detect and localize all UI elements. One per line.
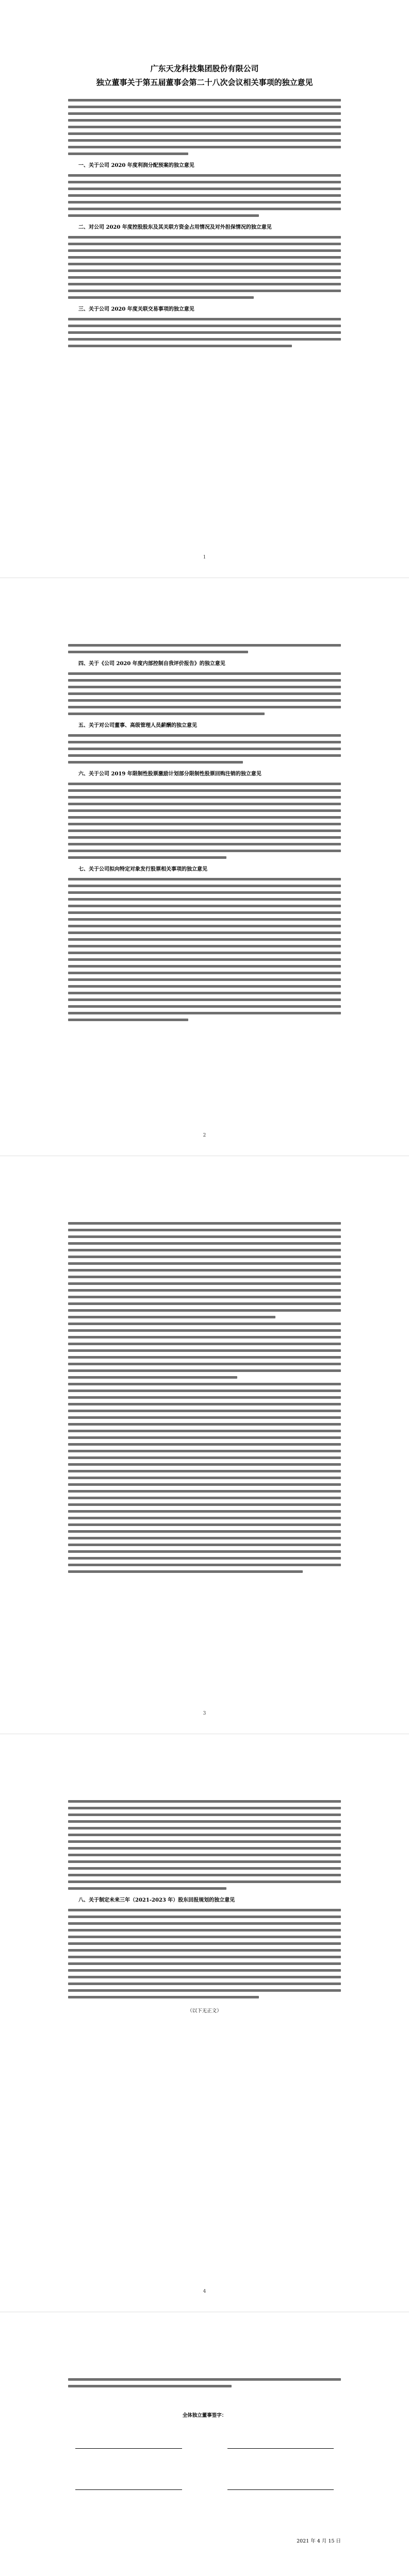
- text-line: [68, 1860, 341, 1863]
- text-line: [68, 1356, 341, 1359]
- section-heading: 八、关于制定未来三年（2021-2023 年）股东回报规划的独立意见: [78, 1897, 235, 1903]
- document-title: 独立董事关于第五届董事会第二十八次会议相关事项的独立意见: [96, 78, 313, 87]
- signature-grid: [68, 2439, 341, 2494]
- text-line: [68, 1814, 341, 1816]
- text-line: [68, 1443, 341, 1446]
- section: [68, 223, 341, 299]
- page: [0, 0, 409, 578]
- text-line: [68, 945, 341, 947]
- text-line: [68, 686, 341, 688]
- text-line: [68, 208, 341, 210]
- text-line: [68, 126, 341, 128]
- text-line: [68, 918, 341, 921]
- text-line: [68, 1276, 341, 1278]
- paragraph: [68, 1383, 341, 1573]
- text-line: [68, 1423, 341, 1426]
- text-line: [68, 1880, 341, 1883]
- text-line: [68, 925, 341, 927]
- paragraph: [68, 1909, 341, 1998]
- text-line: [68, 1570, 303, 1573]
- section-heading: 三、关于公司 2020 年度关联交易事项的独立意见: [78, 307, 194, 312]
- text-line: [68, 789, 341, 792]
- signature-line: [227, 2480, 334, 2490]
- text-line: [68, 754, 341, 757]
- page-content: [68, 2374, 341, 2544]
- text-line: [68, 1410, 341, 1412]
- text-line: [68, 1012, 341, 1014]
- text-line: [68, 911, 341, 914]
- text-line: [68, 1369, 341, 1372]
- text-line: [68, 1834, 341, 1836]
- text-line: [68, 816, 341, 819]
- text-line: [68, 1256, 341, 1258]
- text-line: [68, 1523, 341, 1526]
- text-line: [68, 1396, 341, 1399]
- text-line: [68, 1956, 341, 1958]
- text-line: [68, 1463, 341, 1466]
- title-block: [68, 62, 341, 90]
- text-line: [68, 1564, 341, 1566]
- text-line: [68, 1483, 341, 1486]
- page-number: 4: [203, 2289, 206, 2294]
- text-line: [68, 1847, 341, 1850]
- text-line: [68, 1510, 341, 1513]
- text-line: [68, 1269, 341, 1272]
- section: [68, 659, 341, 715]
- text-line: [68, 1854, 341, 1856]
- page-content: [68, 1796, 341, 2014]
- text-line: [68, 965, 341, 968]
- text-line: [68, 679, 341, 682]
- end-of-text-note: （以下无正文）: [187, 2008, 222, 2014]
- text-line: [68, 132, 341, 135]
- text-line: [68, 1416, 341, 1419]
- text-line: [68, 1289, 341, 1292]
- page-number: 3: [203, 1711, 206, 1716]
- text-line: [68, 269, 341, 272]
- text-line: [68, 1827, 341, 1829]
- page: [0, 1156, 409, 1734]
- section-heading: 四、关于《公司 2020 年度内部控制自我评价报告》的独立意见: [78, 661, 225, 667]
- section: [68, 644, 341, 653]
- signature-cell: [68, 2480, 189, 2494]
- section: [68, 865, 341, 1021]
- text-line: [68, 672, 341, 675]
- text-line: [68, 1242, 341, 1245]
- text-line: [68, 249, 341, 252]
- text-line: [68, 1550, 341, 1553]
- text-line: [68, 1497, 341, 1499]
- section: [68, 305, 341, 347]
- text-line: [68, 1323, 341, 1325]
- text-line: [68, 1942, 341, 1945]
- paragraph: [68, 236, 341, 299]
- text-line: [68, 1969, 341, 1972]
- text-line: [68, 112, 341, 115]
- text-line: [68, 263, 341, 265]
- text-line: [68, 194, 341, 197]
- text-line: [68, 748, 341, 750]
- text-line: [68, 644, 341, 647]
- page-number: 1: [203, 555, 206, 560]
- text-line: [68, 998, 341, 1001]
- text-line: [68, 1005, 341, 1008]
- section-heading: 二、对公司 2020 年度控股股东及其关联方资金占用情况及对外担保情况的独立意见: [78, 225, 272, 230]
- text-line: [68, 1262, 341, 1265]
- text-line: [68, 1302, 341, 1305]
- text-line: [68, 345, 292, 347]
- text-line: [68, 1820, 341, 1823]
- text-line: [68, 829, 341, 832]
- company-name: 广东天龙科技集团股份有限公司: [150, 64, 259, 73]
- paragraph: [68, 174, 341, 217]
- text-line: [68, 1436, 341, 1439]
- paragraph: [68, 1323, 341, 1379]
- text-line: [68, 651, 248, 653]
- text-line: [68, 836, 341, 839]
- text-line: [68, 1282, 341, 1285]
- text-line: [68, 985, 341, 988]
- signature-cell: [220, 2480, 341, 2494]
- text-line: [68, 803, 341, 805]
- text-line: [68, 1936, 341, 1938]
- text-line: [68, 905, 341, 907]
- text-line: [68, 1557, 341, 1560]
- text-line: [68, 243, 341, 245]
- text-line: [68, 1840, 341, 1843]
- text-line: [68, 214, 259, 217]
- text-line: [68, 1383, 341, 1385]
- section-heading: 一、关于公司 2020 年度利润分配预案的独立意见: [78, 163, 194, 168]
- text-line: [68, 119, 341, 122]
- paragraph: [68, 1222, 341, 1318]
- text-line: [68, 1329, 341, 1332]
- paragraph: [68, 318, 341, 347]
- text-line: [68, 1363, 341, 1365]
- text-line: [68, 1807, 341, 1809]
- text-line: [68, 885, 341, 887]
- signature-cell: [220, 2439, 341, 2452]
- text-line: [68, 181, 341, 183]
- text-line: [68, 1989, 341, 1992]
- paragraph: [68, 644, 341, 653]
- section-heading: 七、关于公司拟向特定对象发行股票相关事项的独立意见: [78, 867, 207, 872]
- text-line: [68, 318, 341, 320]
- text-line: [68, 706, 341, 708]
- text-line: [68, 978, 341, 981]
- signature-cell: [68, 2439, 189, 2452]
- text-line: [68, 931, 341, 934]
- text-line: [68, 2378, 341, 2381]
- text-line: [68, 713, 265, 715]
- text-line: [68, 898, 341, 901]
- section: [68, 1800, 341, 1890]
- text-line: [68, 1544, 341, 1546]
- signature-line: [75, 2480, 182, 2490]
- text-line: [68, 1376, 237, 1379]
- text-line: [68, 152, 188, 155]
- text-line: [68, 823, 341, 825]
- text-line: [68, 325, 341, 327]
- text-line: [68, 1949, 341, 1952]
- text-line: [68, 1962, 341, 1965]
- text-line: [68, 283, 341, 285]
- page-content: [68, 640, 341, 1025]
- page-content: [68, 62, 341, 351]
- text-line: [68, 1503, 341, 1506]
- text-line: [68, 296, 254, 299]
- text-line: [68, 741, 341, 743]
- signature-date: 2021 年 4 月 15 日: [297, 2538, 341, 2544]
- text-line: [68, 692, 341, 695]
- text-line: [68, 699, 341, 702]
- paragraph: [68, 878, 341, 1021]
- section: [68, 161, 341, 217]
- text-line: [68, 290, 341, 292]
- text-line: [68, 1800, 341, 1803]
- text-line: [68, 1867, 341, 1870]
- text-line: [68, 338, 341, 341]
- section: [68, 1896, 341, 1998]
- page-number: 2: [203, 1133, 206, 1138]
- page-content: [68, 1218, 341, 1577]
- text-line: [68, 1909, 341, 1911]
- text-line: [68, 1403, 341, 1405]
- text-line: [68, 796, 341, 799]
- text-line: [68, 1019, 188, 1021]
- page: [0, 1734, 409, 2312]
- text-line: [68, 952, 341, 954]
- paragraph: [68, 99, 341, 155]
- text-line: [68, 276, 341, 279]
- section-heading: 五、关于对公司董事、高级管理人员薪酬的独立意见: [78, 723, 197, 728]
- text-line: [68, 809, 341, 812]
- text-line: [68, 1996, 259, 1998]
- signature-caption: 全体独立董事签字：: [182, 2413, 227, 2418]
- text-line: [68, 891, 341, 894]
- text-line: [68, 1470, 341, 1472]
- text-line: [68, 1929, 341, 1931]
- text-line: [68, 972, 341, 974]
- text-line: [68, 843, 341, 845]
- text-line: [68, 1222, 341, 1225]
- signature-line: [227, 2439, 334, 2449]
- text-line: [68, 139, 341, 142]
- text-line: [68, 938, 341, 941]
- signature-line: [75, 2439, 182, 2449]
- text-line: [68, 1874, 341, 1876]
- text-line: [68, 734, 341, 737]
- page: [0, 578, 409, 1156]
- text-line: [68, 856, 226, 859]
- section: [68, 770, 341, 859]
- text-line: [68, 992, 341, 994]
- text-line: [68, 761, 243, 764]
- text-line: [68, 256, 341, 259]
- text-line: [68, 1389, 341, 1392]
- text-line: [68, 1477, 341, 1479]
- text-line: [68, 1537, 341, 1539]
- text-line: [68, 1517, 341, 1519]
- text-line: [68, 1336, 341, 1338]
- text-line: [68, 1982, 341, 1985]
- text-line: [68, 958, 341, 961]
- section-heading: 六、关于公司 2019 年限制性股票激励计划部分限制性股票回购注销的独立意见: [78, 771, 261, 777]
- text-line: [68, 1530, 341, 1533]
- paragraph: [68, 1800, 341, 1890]
- text-line: [68, 1450, 341, 1452]
- text-line: [68, 146, 341, 148]
- text-line: [68, 783, 341, 785]
- text-line: [68, 1490, 341, 1493]
- page: [0, 2312, 409, 2576]
- text-line: [68, 174, 341, 177]
- text-line: [68, 1430, 341, 1432]
- paragraph: [68, 734, 341, 764]
- text-line: [68, 1887, 226, 1890]
- paragraph: [68, 783, 341, 859]
- text-line: [68, 1349, 341, 1352]
- text-line: [68, 1916, 341, 1918]
- text-line: [68, 2385, 232, 2387]
- text-line: [68, 331, 341, 334]
- text-line: [68, 1249, 341, 1251]
- text-line: [68, 1456, 341, 1459]
- text-line: [68, 1922, 341, 1925]
- section: [68, 1222, 341, 1573]
- text-line: [68, 1296, 341, 1298]
- text-line: [68, 106, 341, 108]
- text-line: [68, 236, 341, 239]
- text-line: [68, 1316, 275, 1318]
- text-line: [68, 1235, 341, 1238]
- text-line: [68, 1229, 341, 1231]
- signature-intro: [68, 2378, 341, 2387]
- text-line: [68, 1309, 341, 1312]
- paragraph: [68, 672, 341, 715]
- section: [68, 721, 341, 764]
- text-line: [68, 188, 341, 190]
- text-line: [68, 99, 341, 101]
- text-line: [68, 1343, 341, 1345]
- text-line: [68, 1976, 341, 1978]
- section: [68, 99, 341, 155]
- text-line: [68, 878, 341, 880]
- text-line: [68, 850, 341, 852]
- text-line: [68, 201, 341, 204]
